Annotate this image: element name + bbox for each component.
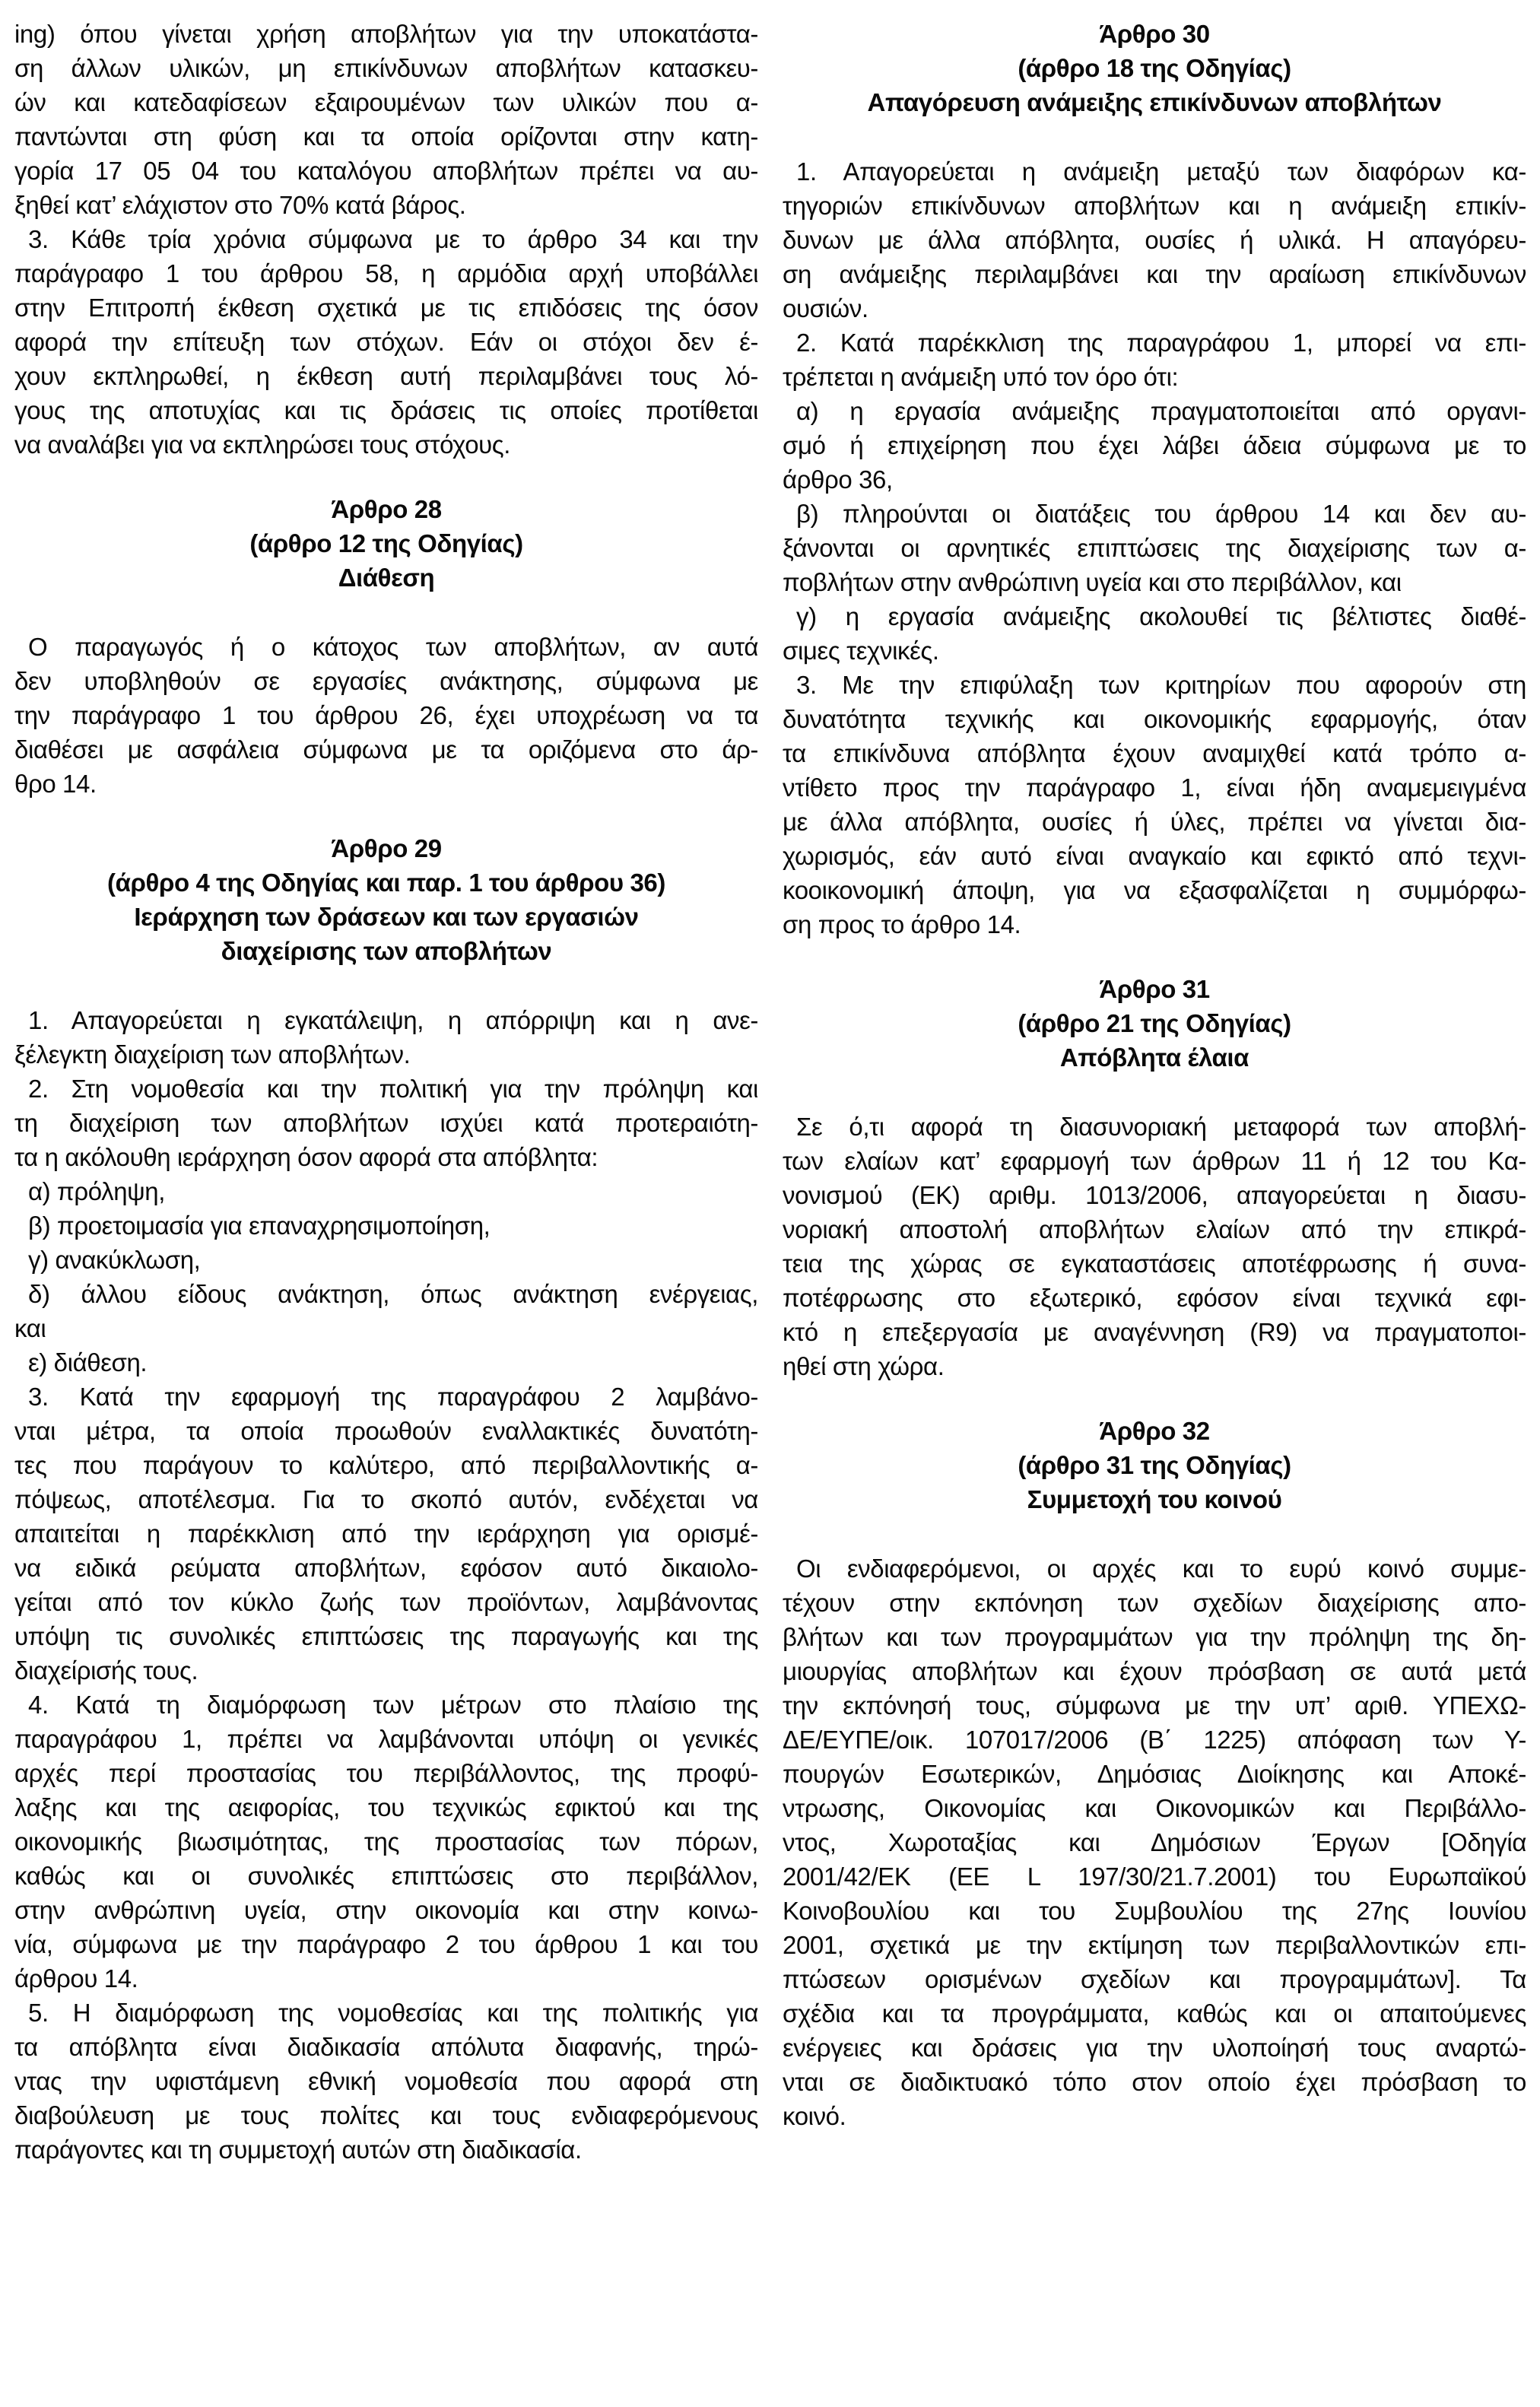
text-line: Ο παραγωγός ή ο κάτοχος των αποβλήτων, αν αυτά bbox=[28, 633, 758, 661]
text-line: νοριακή αποστολή αποβλήτων ελαίων από την επικρά- bbox=[783, 1215, 1526, 1243]
article-29-item-b bbox=[14, 1208, 758, 1243]
text-line: νία, σύμφωνα με την παράγραφο 2 του άρθρου 1 και του bbox=[14, 1930, 758, 1958]
article-30-paragraph-3 bbox=[783, 668, 1526, 942]
text-line: α) πρόληψη, bbox=[28, 1177, 166, 1205]
text-line: νονισμού (ΕΚ) αριθμ. 1013/2006, απαγορεύεται η διασυ- bbox=[783, 1181, 1526, 1209]
text-line: 2001/42/ΕΚ (ΕΕ L 197/30/21.7.2001) του Ευρωπαϊκού bbox=[783, 1862, 1526, 1891]
text-line: ση ανάμειξης περιλαμβάνει και την αραίωση επικίνδυνων bbox=[783, 260, 1526, 288]
text-line: παντώνται στη φύση και τα οποία ορίζονται στην κατη- bbox=[14, 122, 758, 151]
text-line: ξέλεγκτη διαχείριση των αποβλήτων. bbox=[14, 1040, 411, 1069]
text-line: α) η εργασία ανάμειξης πραγματοποιείται από οργανι- bbox=[796, 397, 1526, 425]
article-30-paragraph-2 bbox=[783, 325, 1526, 394]
text-line: και bbox=[14, 1314, 46, 1342]
text-line: (άρθρο 18 της Οδηγίας) bbox=[1018, 54, 1291, 82]
article-30-item-a bbox=[783, 394, 1526, 497]
text-line: στην Επιτροπή έκθεση σχετικά με τις επιδόσεις της όσον bbox=[14, 294, 758, 322]
text-line: σιμες τεχνικές. bbox=[783, 637, 939, 665]
text-line: ξηθεί κατ’ ελάχιστον στο 70% κατά βάρος. bbox=[14, 191, 466, 219]
text-line: Οι ενδιαφερόμενοι, οι αρχές και το ευρύ κοινό συμμε- bbox=[796, 1554, 1526, 1583]
text-line: γ) η εργασία ανάμειξης ακολουθεί τις βέλτιστες διαθέ- bbox=[796, 602, 1526, 630]
text-line: των ελαίων κατ’ εφαρμογή των άρθρων 11 ή 12 του Κα- bbox=[783, 1147, 1526, 1175]
text-line: 5. Η διαμόρφωση της νομοθεσίας και της πολιτικής για bbox=[28, 1999, 758, 2027]
paragraph-continuation bbox=[14, 17, 758, 222]
text-line: Διάθεση bbox=[338, 564, 435, 592]
text-line: βλήτων και των προγραμμάτων για την πρόληψη της δη- bbox=[783, 1623, 1526, 1651]
paragraph-3 bbox=[14, 222, 758, 462]
text-line: απαιτείται η παρέκκλιση από την ιεράρχηση για ορισμέ- bbox=[14, 1519, 758, 1548]
text-line: τέχουν στην εκπόνηση των σχεδίων διαχείρισης απο- bbox=[783, 1589, 1526, 1617]
text-line: θρο 14. bbox=[14, 770, 97, 798]
text-line: άρθρου 14. bbox=[14, 1964, 138, 1993]
text-line: ση προς το άρθρο 14. bbox=[783, 910, 1021, 938]
text-line: ξάνονται οι αρνητικές επιπτώσεις της διαχείρισης των α- bbox=[783, 534, 1526, 562]
text-line: παράγραφο 1 του άρθρου 58, η αρμόδια αρχή υποβάλλει bbox=[14, 259, 758, 287]
text-line: πόψεως, αποτέλεσμα. Για το σκοπό αυτόν, ενδέχεται να bbox=[14, 1485, 758, 1513]
text-line: κτό η επεξεργασία με αναγέννηση (R9) να πραγματοποι- bbox=[783, 1318, 1526, 1346]
text-line: γ) ανακύκλωση, bbox=[28, 1246, 201, 1274]
text-line: χωρισμός, εάν αυτό είναι αναγκαίο και εφικτό από τεχνι- bbox=[783, 842, 1526, 870]
text-line: με άλλα απόβλητα, ουσίες ή ύλες, πρέπει να γίνεται δια- bbox=[783, 808, 1526, 836]
text-line: πτώσεων ορισμένων σχεδίων και προγραμμάτων]. Τα bbox=[783, 1965, 1526, 1993]
text-line: στην ανθρώπινη υγεία, στην οικονομία και στην κοινω- bbox=[14, 1896, 758, 1924]
text-line: παραγράφου 1, πρέπει να λαμβάνονται υπόψη οι γενικές bbox=[14, 1725, 758, 1753]
article-29-paragraph-5 bbox=[14, 1996, 758, 2167]
text-line: ση άλλων υλικών, μη επικίνδυνων αποβλήτων κατασκευ- bbox=[14, 54, 758, 82]
text-line: Απόβλητα έλαια bbox=[1059, 1043, 1249, 1072]
text-line: ηθεί στη χώρα. bbox=[783, 1352, 945, 1380]
text-line: νται μέτρα, τα οποία προωθούν εναλλακτικές δυνατότη- bbox=[14, 1417, 758, 1445]
text-line: Άρθρο 30 bbox=[1099, 20, 1210, 48]
text-line: 3. Με την επιφύλαξη των κριτηρίων που αφορούν στη bbox=[796, 671, 1526, 699]
article-29-item-e bbox=[14, 1345, 758, 1380]
text-line: Ιεράρχηση των δράσεων και των εργασιών bbox=[134, 903, 639, 931]
text-line: Κοινοβουλίου και του Συμβουλίου της 27ης Ιουνίου bbox=[783, 1897, 1526, 1925]
text-line: οικονομικής βιωσιμότητας, της προστασίας των πόρων, bbox=[14, 1827, 758, 1856]
text-line: Άρθρο 28 bbox=[331, 495, 442, 523]
text-line: ουσιών. bbox=[783, 294, 868, 322]
article-28-body bbox=[14, 630, 758, 801]
text-line: ενέργειες και δράσεις για την υλοποίησή τους αναρτώ- bbox=[783, 2034, 1526, 2062]
text-line: ποβλήτων στην ανθρώπινη υγεία και στο περιβάλλον, και bbox=[783, 568, 1402, 596]
article-29-paragraph-3 bbox=[14, 1380, 758, 1688]
text-line: ΔΕ/ΕΥΠΕ/οικ. 107017/2006 (Β΄ 1225) απόφαση των Υ- bbox=[783, 1726, 1526, 1754]
text-line: τη διαχείριση των αποβλήτων ισχύει κατά προτεραιότη- bbox=[14, 1109, 758, 1137]
text-line: δ) άλλου είδους ανάκτηση, όπως ανάκτηση ενέργειας, bbox=[28, 1280, 758, 1308]
text-line: τηγοριών επικίνδυνων αποβλήτων και η ανάμειξη επικίν- bbox=[783, 192, 1526, 220]
text-line: ντίθετο προς την παράγραφο 1, είναι ήδη αναμεμειγμένα bbox=[783, 773, 1526, 802]
text-line: αρχές περί προστασίας του περιβάλλοντος, της προφύ- bbox=[14, 1759, 758, 1787]
text-line: 4. Κατά τη διαμόρφωση των μέτρων στο πλαίσιο της bbox=[28, 1691, 758, 1719]
text-line: την εκπόνησή τους, σύμφωνα με την υπ’ αριθ. ΥΠΕΧΩ- bbox=[783, 1691, 1526, 1720]
text-line: Συμμετοχή του κοινού bbox=[1027, 1485, 1282, 1513]
text-line: Άρθρο 31 bbox=[1099, 975, 1210, 1003]
article-30-heading bbox=[783, 17, 1526, 119]
text-line: δυνων με άλλα απόβλητα, ουσίες ή υλικά. Η απαγόρευ- bbox=[783, 226, 1526, 254]
article-30-item-b bbox=[783, 497, 1526, 599]
text-line: (άρθρο 12 της Οδηγίας) bbox=[249, 529, 523, 557]
left-column bbox=[14, 17, 758, 2407]
article-29-paragraph-2 bbox=[14, 1072, 758, 1174]
text-line: 2. Κατά παρέκκλιση της παραγράφου 1, μπορεί να επι- bbox=[796, 329, 1526, 357]
text-line: ντρωσης, Οικονομίας και Οικονομικών και Περιβάλλο- bbox=[783, 1794, 1526, 1822]
text-line: ντος, Χωροταξίας και Δημόσιων Έργων [Οδηγία bbox=[783, 1828, 1526, 1856]
text-line: γορία 17 05 04 του καταλόγου αποβλήτων πρέπει να αυ- bbox=[14, 157, 758, 185]
text-line: τα η ακόλουθη ιεράρχηση όσον αφορά στα απόβλητα: bbox=[14, 1143, 599, 1171]
text-line: 1. Απαγορεύεται η ανάμειξη μεταξύ των διαφόρων κα- bbox=[796, 157, 1526, 186]
text-line: τα επικίνδυνα απόβλητα έχουν αναμιχθεί κατά τρόπο α- bbox=[783, 739, 1526, 767]
text-line: σμό ή επιχείρηση που έχει λάβει άδεια σύμφωνα με το bbox=[783, 431, 1526, 459]
text-line: ing) όπου γίνεται χρήση αποβλήτων για την υποκατάστα- bbox=[14, 20, 758, 48]
article-29-paragraph-4 bbox=[14, 1688, 758, 1996]
text-line: διαχείρισης των αποβλήτων bbox=[221, 937, 552, 965]
text-line: κοοικονομική άποψη, για να εξασφαλίζεται η συμμόρφω- bbox=[783, 876, 1526, 904]
text-line: ών και κατεδαφίσεων εξαιρουμένων των υλικών που α- bbox=[14, 88, 758, 116]
text-line: Άρθρο 29 bbox=[331, 834, 442, 862]
text-line: υπόψη τις συνολικές επιπτώσεις της παραγωγής και της bbox=[14, 1622, 758, 1650]
text-line: να ειδικά ρεύματα αποβλήτων, εφόσον αυτό δικαιολο- bbox=[14, 1554, 758, 1582]
text-line: διαβούλευση με τους πολίτες και τους ενδιαφερόμενους bbox=[14, 2101, 758, 2129]
text-line: Απαγόρευση ανάμειξης επικίνδυνων αποβλήτων bbox=[867, 88, 1442, 116]
article-29-item-a bbox=[14, 1174, 758, 1208]
article-29-item-c bbox=[14, 1243, 758, 1277]
article-29-item-d bbox=[14, 1277, 758, 1345]
article-29-paragraph-1 bbox=[14, 1003, 758, 1072]
text-line: δυνατότητα τεχνικής και οικονομικής εφαρμογής, όταν bbox=[783, 705, 1526, 733]
text-line: 1. Απαγορεύεται η εγκατάλειψη, η απόρριψη και η ανε- bbox=[28, 1006, 758, 1034]
text-line: (άρθρο 31 της Οδηγίας) bbox=[1018, 1451, 1291, 1479]
text-line: τεια της χώρας σε εγκαταστάσεις αποτέφρωσης ή συνα- bbox=[783, 1250, 1526, 1278]
text-line: μιουργίας αποβλήτων και έχουν πρόσβαση σε αυτά μετά bbox=[783, 1657, 1526, 1685]
article-32-body bbox=[783, 1551, 1526, 2133]
text-line: νται σε διαδικτυακό τόπο στον οποίο έχει πρόσβαση το bbox=[783, 2068, 1526, 2096]
text-line: τρέπεται η ανάμειξη υπό τον όρο ότι: bbox=[783, 363, 1179, 391]
text-line: διαθέσει με ασφάλεια σύμφωνα με τα οριζόμενα στο άρ- bbox=[14, 735, 758, 764]
article-32-heading bbox=[783, 1414, 1526, 1516]
article-28-heading bbox=[14, 492, 758, 595]
text-line: τες που παράγουν το καλύτερο, από περιβαλλοντικής α- bbox=[14, 1451, 758, 1479]
text-line: διαχείρισής τους. bbox=[14, 1656, 198, 1685]
text-line: 3. Κάθε τρία χρόνια σύμφωνα με το άρθρο 34 και την bbox=[28, 225, 758, 253]
article-30-paragraph-1 bbox=[783, 154, 1526, 325]
text-line: Σε ό,τι αφορά τη διασυνοριακή μεταφορά των αποβλή- bbox=[796, 1113, 1526, 1141]
text-line: ντας την υφιστάμενη εθνική νομοθεσία που αφορά στη bbox=[14, 2067, 758, 2095]
text-line: καθώς και οι συνολικές επιπτώσεις στο περιβάλλον, bbox=[14, 1862, 758, 1890]
text-line: ε) διάθεση. bbox=[28, 1348, 148, 1377]
text-line: άρθρο 36, bbox=[783, 465, 893, 494]
text-line: γους της αποτυχίας και τις δράσεις τις οποίες προτίθεται bbox=[14, 396, 758, 424]
article-31-body bbox=[783, 1110, 1526, 1383]
text-line: ποτέφρωσης στο εξωτερικό, εφόσον είναι τεχνικά εφι- bbox=[783, 1284, 1526, 1312]
text-line: (άρθρο 21 της Οδηγίας) bbox=[1018, 1009, 1291, 1037]
article-31-heading bbox=[783, 972, 1526, 1075]
text-line: να αναλάβει για να εκπληρώσει τους στόχους. bbox=[14, 430, 511, 459]
text-line: 2. Στη νομοθεσία και την πολιτική για την πρόληψη και bbox=[28, 1075, 758, 1103]
article-29-heading bbox=[14, 831, 758, 968]
article-30-item-c bbox=[783, 599, 1526, 668]
text-line: (άρθρο 4 της Οδηγίας και παρ. 1 του άρθρου 36) bbox=[107, 868, 665, 897]
text-line: 2001, σχετικά με την εκτίμηση των περιβαλλοντικών επι- bbox=[783, 1931, 1526, 1959]
text-line: δεν υποβληθούν σε εργασίες ανάκτησης, σύμφωνα με bbox=[14, 667, 758, 695]
text-line: πουργών Εσωτερικών, Δημόσιας Διοίκησης και Αποκέ- bbox=[783, 1760, 1526, 1788]
text-line: β) πληρούνται οι διατάξεις του άρθρου 14 και δεν αυ- bbox=[796, 500, 1526, 528]
text-line: χουν εκπληρωθεί, η έκθεση αυτή περιλαμβάνει τους λό- bbox=[14, 362, 758, 390]
text-line: την παράγραφο 1 του άρθρου 26, έχει υποχρέωση να τα bbox=[14, 701, 758, 729]
text-line: 3. Κατά την εφαρμογή της παραγράφου 2 λαμβάνο- bbox=[28, 1383, 758, 1411]
text-line: γείται από τον κύκλο ζωής των προϊόντων, λαμβάνοντας bbox=[14, 1588, 758, 1616]
text-line: τα απόβλητα είναι διαδικασία απόλυτα διαφανής, τηρώ- bbox=[14, 2033, 758, 2061]
text-line: σχέδια και τα προγράμματα, καθώς και οι απαιτούμενες bbox=[783, 1999, 1526, 2028]
text-line: Άρθρο 32 bbox=[1099, 1417, 1210, 1445]
text-line: β) προετοιμασία για επαναχρησιμοποίηση, bbox=[28, 1211, 491, 1240]
text-line: αφορά την επίτευξη των στόχων. Εάν οι στόχοι δεν έ- bbox=[14, 328, 758, 356]
text-line: λαξης και της αειφορίας, του τεχνικώς εφικτού και της bbox=[14, 1793, 758, 1821]
right-column bbox=[783, 17, 1526, 2407]
text-line: κοινό. bbox=[783, 2102, 846, 2130]
text-line: παράγοντες και τη συμμετοχή αυτών στη διαδικασία. bbox=[14, 2135, 582, 2164]
